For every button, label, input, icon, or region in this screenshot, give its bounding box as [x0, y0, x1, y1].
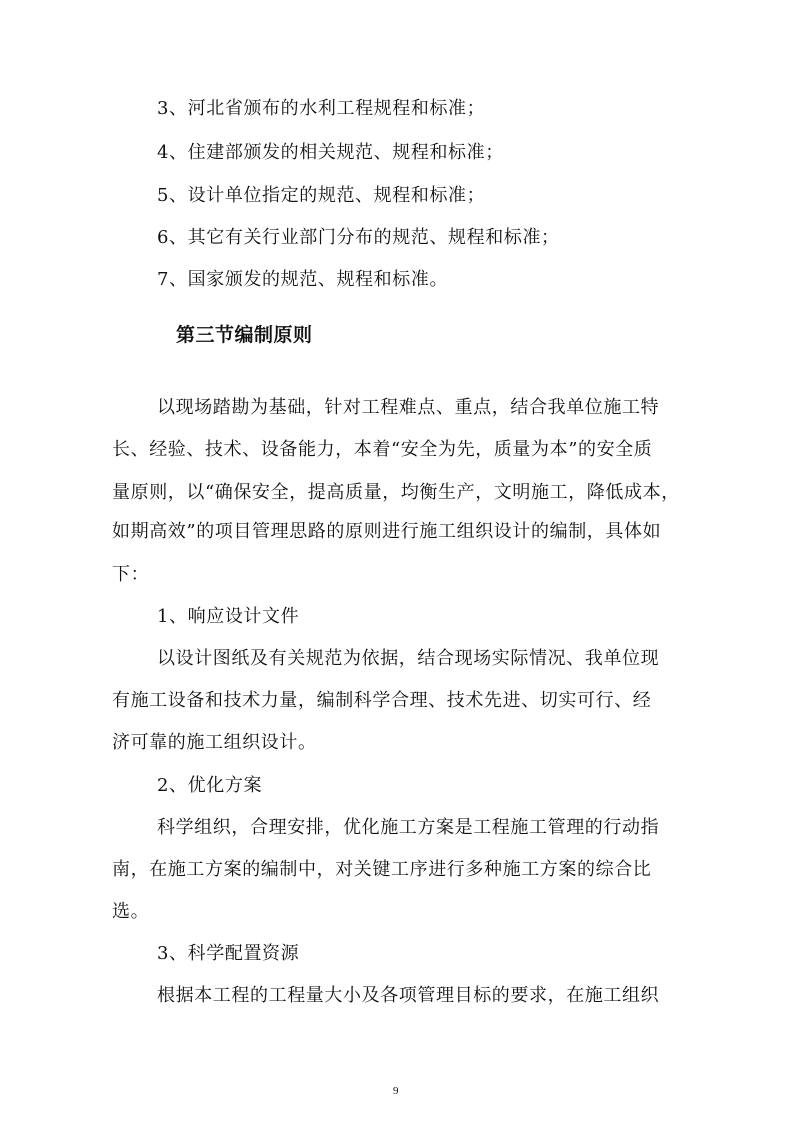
- intro-line-1: 以现场踏勘为基础，针对工程难点、重点，结合我单位施工特: [157, 397, 660, 418]
- page-number: 9: [393, 1085, 399, 1097]
- list-item-7: 7、国家颁发的规范、规程和标准。: [157, 269, 449, 290]
- intro-line-3: 量原则，以“确保安全，提高质量，均衡生产，文明施工，降低成本，: [112, 482, 680, 503]
- list-item-6: 6、其它有关行业部门分布的规范、规程和标准；: [157, 227, 560, 248]
- subsection-1-line-3: 济可靠的施工组织设计。: [112, 732, 317, 753]
- list-item-4: 4、住建部颁发的相关规范、规程和标准；: [157, 142, 504, 163]
- subsection-title-1: 1、响应设计文件: [157, 606, 300, 627]
- section-heading: 第三节编制原则: [176, 324, 313, 346]
- subsection-1-line-1: 以设计图纸及有关规范为依据，结合现场实际情况、我单位现: [157, 648, 660, 669]
- subsection-2-line-3: 选。: [112, 901, 150, 922]
- intro-line-4: 如期高效”的项目管理思路的原则进行施工组织设计的编制，具体如: [112, 521, 662, 542]
- subsection-2-line-2: 南，在施工方案的编制中，对关键工序进行多种施工方案的综合比: [112, 859, 652, 880]
- subsection-3-line-1: 根据本工程的工程量大小及各项管理目标的要求，在施工组织: [157, 985, 660, 1006]
- subsection-2-line-1: 科学组织，合理安排，优化施工方案是工程施工管理的行动指: [157, 817, 660, 838]
- subsection-title-3: 3、科学配置资源: [157, 943, 300, 964]
- intro-line-2: 长、经验、技术、设备能力，本着“安全为先，质量为本”的安全质: [112, 439, 653, 460]
- intro-line-5: 下：: [112, 564, 150, 585]
- subsection-title-2: 2、优化方案: [157, 775, 263, 796]
- subsection-1-line-2: 有施工设备和技术力量，编制科学合理、技术先进、切实可行、经: [112, 690, 652, 711]
- list-item-3: 3、河北省颁布的水利工程规程和标准；: [157, 98, 486, 119]
- list-item-5: 5、设计单位指定的规范、规程和标准；: [157, 185, 486, 206]
